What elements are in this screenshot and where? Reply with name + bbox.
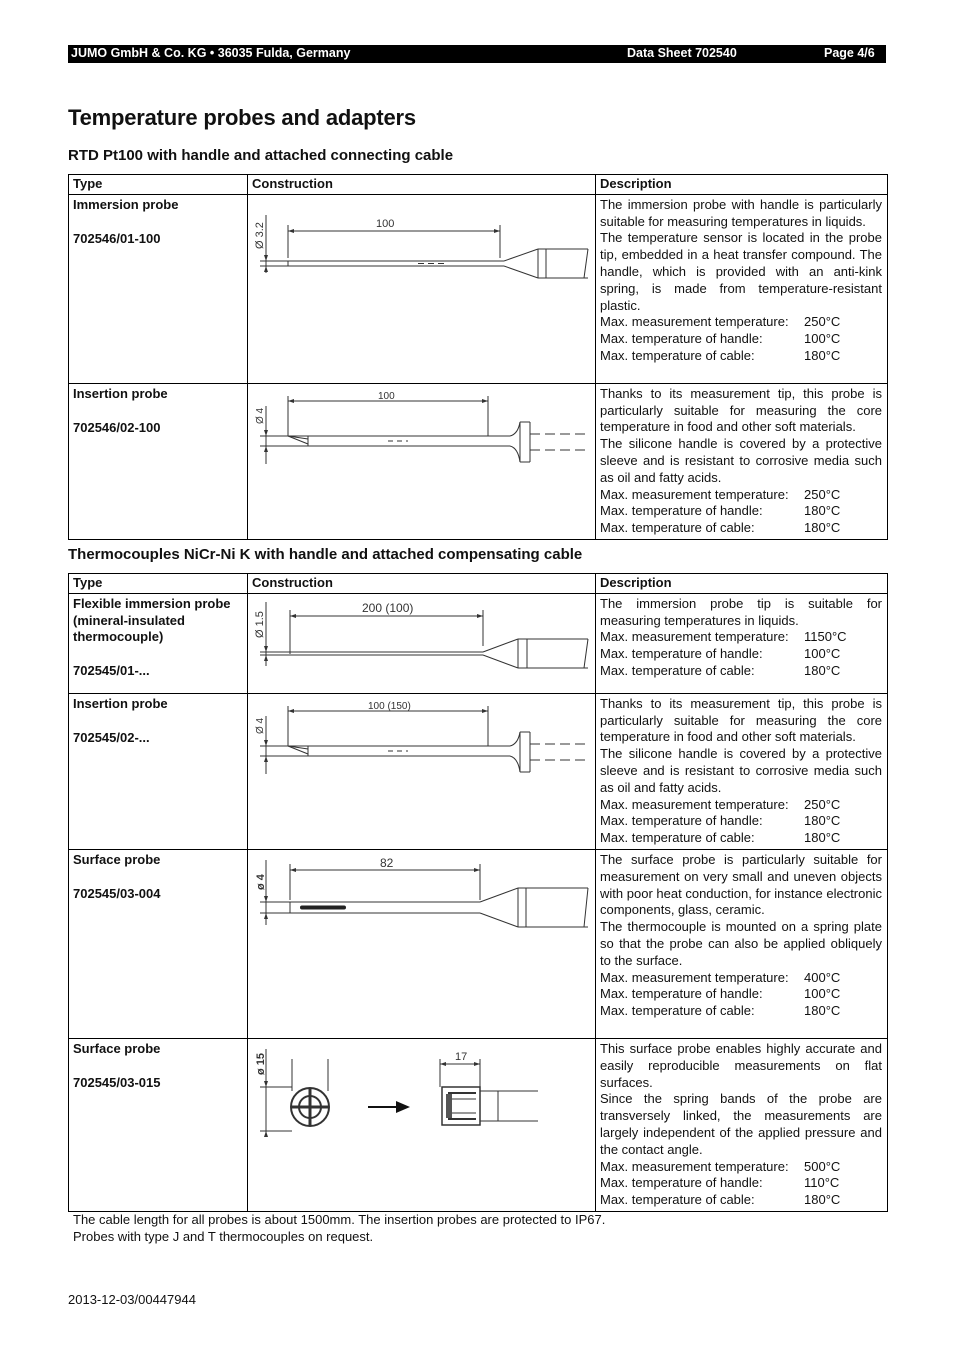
description-cell — [596, 383, 888, 539]
spec-value: 180°C — [804, 813, 841, 829]
probe-code: 702545/03-015 — [73, 1074, 161, 1090]
spec-line — [600, 629, 882, 646]
section2-heading: Thermocouples NiCr-Ni K with handle and attached compensating cable — [68, 546, 583, 563]
spec-label: Max. temperature of cable: — [600, 1003, 755, 1019]
probe-code: 702546/02-100 — [73, 419, 161, 435]
construction-drawing-cell — [248, 849, 596, 1038]
construction-drawing-cell — [248, 593, 596, 693]
table-row — [69, 849, 888, 1038]
probe-code: 702545/03-004 — [73, 885, 161, 901]
probe-name: Surface probe — [73, 851, 161, 867]
spec-label: Max. temperature of cable: — [600, 662, 755, 678]
spec-line — [600, 487, 882, 504]
probe-name: Surface probe — [73, 1040, 161, 1056]
spec-label: Max. temperature of handle: — [600, 503, 763, 519]
spec-line — [600, 503, 882, 520]
spec-value: 250°C — [804, 314, 841, 330]
table-row — [69, 194, 888, 383]
spec-value: 110°C — [804, 1175, 840, 1191]
dim-length-label: 82 — [380, 855, 394, 870]
spec-value: 100°C — [804, 646, 841, 662]
spec-label: Max. measurement temperature: — [600, 314, 789, 330]
spec-line — [600, 1159, 882, 1176]
spec-line — [600, 1003, 882, 1020]
type-cell — [69, 1038, 248, 1211]
insertion-probe-drawing — [248, 694, 594, 849]
probe-code: 702545/01-... — [73, 663, 150, 679]
spec-value: 180°C — [804, 1192, 841, 1208]
construction-drawing-cell — [248, 693, 596, 849]
dim-diameter-label: Ø 4 — [255, 407, 266, 424]
dim-length-label: 100 — [376, 217, 395, 230]
type-cell — [69, 593, 248, 693]
table-row — [69, 693, 888, 849]
probe-code: 702545/02-... — [73, 729, 150, 745]
surface-probe-disc-drawing — [248, 1039, 594, 1211]
rtd-table — [68, 174, 888, 540]
description-para: The immersion probe tip is suitable for measuring temperatures in liquids. — [600, 595, 882, 628]
spec-line — [600, 520, 882, 537]
spec-label: Max. measurement temperature: — [600, 796, 789, 812]
spec-value: 180°C — [804, 503, 841, 519]
spec-value: 250°C — [804, 796, 841, 812]
spec-label: Max. measurement temperature: — [600, 486, 789, 502]
col-construction: Construction — [248, 574, 596, 594]
spec-label: Max. temperature of cable: — [600, 1192, 755, 1208]
probe-name: Insertion probe — [73, 695, 168, 711]
spec-value: 1150°C — [804, 629, 847, 645]
probe-name: Insertion probe — [73, 385, 168, 401]
date-code: 2013-12-03/00447944 — [68, 1292, 196, 1307]
dim-length-label: 17 — [455, 1050, 468, 1063]
description-cell — [596, 693, 888, 849]
spec-line — [600, 830, 882, 847]
spec-line — [600, 986, 882, 1003]
spec-label: Max. temperature of handle: — [600, 646, 763, 662]
description-para: This surface probe enables highly accurate and easily reproducible measurements on flat surfaces. — [600, 1040, 882, 1090]
col-type: Type — [69, 574, 248, 594]
spec-label: Max. temperature of cable: — [600, 830, 755, 846]
spec-line — [600, 1192, 882, 1209]
type-cell — [69, 383, 248, 539]
immersion-probe-drawing — [248, 195, 594, 383]
col-description: Description — [596, 175, 888, 195]
spec-line — [600, 348, 882, 365]
description-para: Since the spring bands of the probe are transversely linked, the measurements are largely independent of the applied pressure and the contact angle. — [600, 1091, 882, 1157]
description-para: The silicone handle is covered by a protective sleeve and is resistant to corrosive media such as oil and fatty acids. — [600, 746, 882, 795]
probe-name: Flexible immersion probe (mineral-insulated thermocouple) — [73, 595, 231, 645]
spec-value: 400°C — [804, 969, 841, 985]
footnote: Probes with type J and T thermocouples on request. — [73, 1229, 374, 1244]
spec-label: Max. temperature of handle: — [600, 813, 763, 829]
construction-drawing-cell — [248, 194, 596, 383]
spec-label: Max. measurement temperature: — [600, 969, 789, 985]
description-cell — [596, 593, 888, 693]
spec-line — [600, 813, 882, 830]
spec-value: 100°C — [804, 986, 841, 1002]
spec-label: Max. temperature of cable: — [600, 520, 755, 536]
dim-length-label: 100 (150) — [368, 700, 411, 712]
spec-label: Max. measurement temperature: — [600, 629, 789, 645]
insertion-probe-drawing — [248, 384, 594, 539]
dim-length-label: 100 — [378, 390, 395, 402]
description-para: The thermocouple is mounted on a spring plate so that the probe can also be applied obliquely to the surface. — [600, 919, 882, 968]
construction-drawing-cell — [248, 383, 596, 539]
surface-probe-drawing — [248, 850, 594, 1038]
section1-heading: RTD Pt100 with handle and attached connecting cable — [68, 147, 454, 164]
thermocouple-table — [68, 573, 888, 1212]
spec-value: 180°C — [804, 347, 841, 363]
probe-code: 702546/01-100 — [73, 230, 161, 246]
description-para: Thanks to its measurement tip, this probe is particularly suitable for measuring the core temperature in food and other soft materials. — [600, 385, 882, 435]
description-cell — [596, 194, 888, 383]
table-header-row — [69, 175, 888, 195]
description-para: The silicone handle is covered by a protective sleeve and is resistant to corrosive media such as oil and fatty acids. — [600, 436, 882, 485]
description-para: The immersion probe with handle is particularly suitable for measuring temperatures in liquids. — [600, 196, 882, 229]
spec-line — [600, 663, 882, 680]
page-title: Temperature probes and adapters — [68, 105, 416, 130]
dim-diameter-label: ø 15 — [255, 1052, 267, 1075]
spec-line — [600, 331, 882, 348]
header-page: Page 4/6 — [824, 46, 875, 60]
header-bar — [68, 45, 886, 63]
spec-label: Max. temperature of handle: — [600, 986, 763, 1002]
description-cell — [596, 849, 888, 1038]
table-row — [69, 383, 888, 539]
spec-value: 180°C — [804, 1003, 841, 1019]
description-para: Thanks to its measurement tip, this probe is particularly suitable for measuring the core temperature in food and other soft materials. — [600, 695, 882, 745]
probe-name: Immersion probe — [73, 196, 179, 212]
spec-line — [600, 1175, 882, 1192]
spec-line — [600, 970, 882, 987]
spec-label: Max. measurement temperature: — [600, 1158, 789, 1174]
spec-label: Max. temperature of cable: — [600, 347, 755, 363]
flexible-probe-drawing — [248, 594, 594, 693]
spec-value: 180°C — [804, 830, 841, 846]
spec-label: Max. temperature of handle: — [600, 1175, 763, 1191]
spec-value: 180°C — [804, 520, 841, 536]
spec-value: 180°C — [804, 662, 841, 678]
dim-diameter-label: Ø 1.5 — [254, 610, 266, 638]
spec-label: Max. temperature of handle: — [600, 331, 763, 347]
table-header-row — [69, 574, 888, 594]
footnote: The cable length for all probes is about 1500mm. The insertion probes are protected to IP67. — [73, 1212, 606, 1227]
construction-drawing-cell — [248, 1038, 596, 1211]
description-cell — [596, 1038, 888, 1211]
dim-diameter-label: Ø 3.2 — [254, 221, 266, 249]
spec-value: 100°C — [804, 331, 841, 347]
col-construction: Construction — [248, 175, 596, 195]
header-company: JUMO GmbH & Co. KG • 36035 Fulda, Germany — [71, 46, 351, 60]
table-row — [69, 1038, 888, 1211]
table-row — [69, 593, 888, 693]
description-para: The temperature sensor is located in the probe tip, embedded in a heat transfer compound. The handle, which is provided with an anti-kink spring, is made from temperature-resistant plastic. — [600, 230, 882, 313]
spec-line — [600, 646, 882, 663]
dim-diameter-label: Ø 4 — [255, 717, 266, 734]
spec-value: 250°C — [804, 486, 841, 502]
spec-line — [600, 797, 882, 814]
dim-diameter-label: ø 4 — [255, 874, 267, 890]
col-type: Type — [69, 175, 248, 195]
type-cell — [69, 849, 248, 1038]
type-cell — [69, 194, 248, 383]
description-para: The surface probe is particularly suitable for measurement on very small and uneven objects with poor heat conduction, for instance electronic components, glass, ceramic. — [600, 851, 882, 918]
type-cell — [69, 693, 248, 849]
col-description: Description — [596, 574, 888, 594]
header-datasheet: Data Sheet 702540 — [627, 46, 737, 60]
spec-value: 500°C — [804, 1158, 841, 1174]
spec-line — [600, 314, 882, 331]
dim-length-label: 200 (100) — [362, 600, 414, 615]
